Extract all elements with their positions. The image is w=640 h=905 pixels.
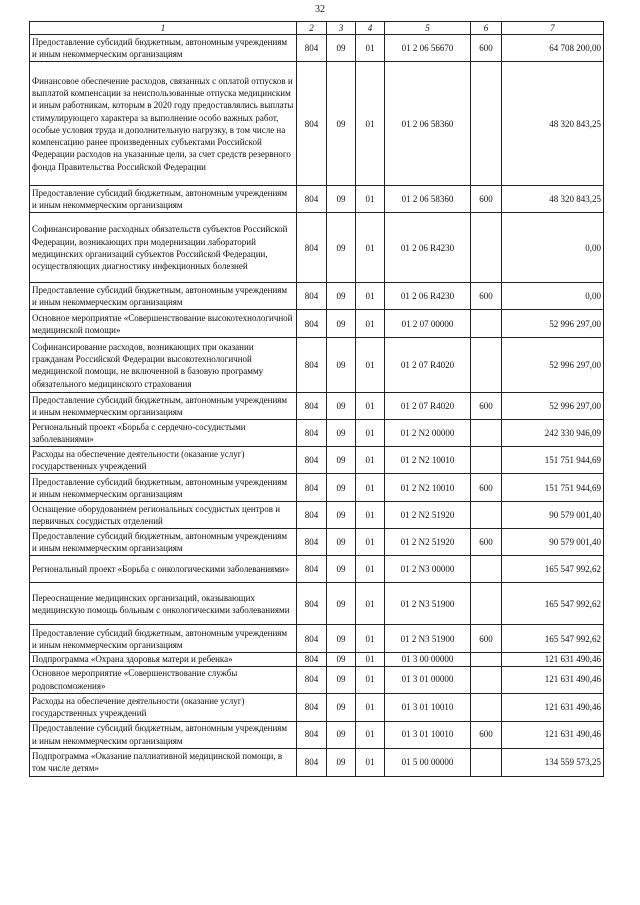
row-ministry-code: 804 [297,474,327,502]
row-name: Переоснащение медицинских организаций, оказывающих медицинскую помощь больным с онкологическими заболеваниями [30,583,297,625]
row-subsection-code: 01 [356,502,385,529]
row-target-code: 01 3 01 10010 [385,693,471,721]
row-expense-type [471,420,502,447]
row-target-code: 01 2 07 R4020 [385,393,471,420]
row-ministry-code: 804 [297,35,327,62]
row-name: Предоставление субсидий бюджетным, автономным учреждениям и иным некоммерческим организациям [30,474,297,502]
row-name: Предоставление субсидий бюджетным, автономным учреждениям и иным некоммерческим организациям [30,393,297,420]
row-section-code: 09 [327,338,356,393]
row-target-code: 01 3 01 10010 [385,721,471,748]
row-subsection-code: 01 [356,653,385,666]
row-section-code: 09 [327,748,356,776]
row-subsection-code: 01 [356,338,385,393]
row-amount: 134 559 573,25 [502,748,604,776]
row-ministry-code: 804 [297,420,327,447]
row-amount: 64 708 200,00 [502,35,604,62]
row-name: Предоставление субсидий бюджетным, автономным учреждениям и иным некоммерческим организациям [30,186,297,213]
row-section-code: 09 [327,721,356,748]
row-ministry-code: 804 [297,666,327,693]
row-expense-type [471,213,502,283]
row-subsection-code: 01 [356,310,385,338]
row-expense-type: 600 [471,721,502,748]
row-amount: 52 996 297,00 [502,310,604,338]
row-ministry-code: 804 [297,693,327,721]
header-col-6: 6 [471,22,502,35]
row-section-code: 09 [327,625,356,653]
row-target-code: 01 3 00 00000 [385,653,471,666]
row-amount: 121 631 490,46 [502,653,604,666]
row-name: Предоставление субсидий бюджетным, автономным учреждениям и иным некоммерческим организациям [30,529,297,556]
row-target-code: 01 2 07 00000 [385,310,471,338]
row-target-code: 01 2 06 58360 [385,62,471,186]
row-target-code: 01 5 00 00000 [385,748,471,776]
row-section-code: 09 [327,393,356,420]
row-expense-type [471,748,502,776]
row-section-code: 09 [327,283,356,310]
row-section-code: 09 [327,186,356,213]
table-row [30,62,604,186]
row-amount: 242 330 946,09 [502,420,604,447]
row-target-code: 01 2 N3 00000 [385,556,471,583]
row-amount: 90 579 001,40 [502,529,604,556]
row-subsection-code: 01 [356,721,385,748]
row-subsection-code: 01 [356,213,385,283]
row-subsection-code: 01 [356,393,385,420]
row-ministry-code: 804 [297,310,327,338]
row-subsection-code: 01 [356,625,385,653]
table-header-row [30,22,604,35]
row-target-code: 01 2 N3 51900 [385,583,471,625]
header-col-1: 1 [30,22,297,35]
budget-table [29,21,604,777]
row-ministry-code: 804 [297,502,327,529]
table-row [30,653,604,666]
row-subsection-code: 01 [356,666,385,693]
row-amount: 48 320 843,25 [502,62,604,186]
row-target-code: 01 2 N2 51920 [385,502,471,529]
row-target-code: 01 2 N2 10010 [385,474,471,502]
row-ministry-code: 804 [297,338,327,393]
row-target-code: 01 3 01 00000 [385,666,471,693]
page-number: 32 [315,4,325,15]
row-section-code: 09 [327,556,356,583]
row-amount: 0,00 [502,213,604,283]
row-target-code: 01 2 07 R4020 [385,338,471,393]
table-row [30,447,604,474]
table-row [30,502,604,529]
table-row [30,625,604,653]
row-amount: 90 579 001,40 [502,502,604,529]
row-expense-type [471,653,502,666]
row-ministry-code: 804 [297,748,327,776]
row-ministry-code: 804 [297,556,327,583]
row-expense-type: 600 [471,35,502,62]
table-row [30,338,604,393]
row-name: Оснащение оборудованием региональных сосудистых центров и первичных сосудистых отделений [30,502,297,529]
table-row [30,583,604,625]
row-subsection-code: 01 [356,556,385,583]
row-expense-type: 600 [471,529,502,556]
row-subsection-code: 01 [356,35,385,62]
row-name: Подпрограмма «Оказание паллиативной медицинской помощи, в том числе детям» [30,748,297,776]
row-expense-type [471,556,502,583]
row-name: Региональный проект «Борьба с сердечно-сосудистыми заболеваниями» [30,420,297,447]
row-subsection-code: 01 [356,474,385,502]
row-ministry-code: 804 [297,62,327,186]
row-amount: 121 631 490,46 [502,721,604,748]
row-amount: 165 547 992,62 [502,556,604,583]
row-amount: 165 547 992,62 [502,625,604,653]
row-amount: 151 751 944,69 [502,474,604,502]
row-target-code: 01 2 N2 10010 [385,447,471,474]
row-name: Основное мероприятие «Совершенствование высокотехнологичной медицинской помощи» [30,310,297,338]
row-name: Подпрограмма «Охрана здоровья матери и ребенка» [30,653,297,666]
header-col-7: 7 [502,22,604,35]
row-name: Региональный проект «Борьба с онкологическими заболеваниями» [30,556,297,583]
row-target-code: 01 2 N2 51920 [385,529,471,556]
row-expense-type: 600 [471,186,502,213]
row-section-code: 09 [327,583,356,625]
row-expense-type [471,666,502,693]
row-name: Финансовое обеспечение расходов, связанных с оплатой отпусков и выплатой компенсации за неиспользованные отпуска медицинским и иным работникам, которым в 2020 году предоставлялись выплаты стимулирующего характера за выполнение особо важных работ, особые условия труда и дополнительную нагрузку, в том числе на компенсацию ранее произведенных субъектами Российской Федерации расходов на указанные цели, за счет средств резервного фонда Правительства Российской Федерации [30,62,297,186]
row-target-code: 01 2 06 R4230 [385,283,471,310]
row-target-code: 01 2 N3 51900 [385,625,471,653]
table-row [30,474,604,502]
row-expense-type [471,338,502,393]
row-expense-type [471,502,502,529]
row-expense-type [471,693,502,721]
row-ministry-code: 804 [297,583,327,625]
row-amount: 0,00 [502,283,604,310]
row-name: Софинансирование расходов, возникающих при оказании гражданам Российской Федерации высокотехнологичной медицинской помощи, не включенной в базовую программу обязательного медицинского страхования [30,338,297,393]
table-row [30,283,604,310]
row-expense-type: 600 [471,283,502,310]
row-ministry-code: 804 [297,393,327,420]
row-expense-type [471,583,502,625]
row-amount: 121 631 490,46 [502,693,604,721]
row-ministry-code: 804 [297,447,327,474]
row-subsection-code: 01 [356,62,385,186]
row-ministry-code: 804 [297,721,327,748]
row-amount: 121 631 490,46 [502,666,604,693]
row-ministry-code: 804 [297,529,327,556]
table-row [30,393,604,420]
row-expense-type: 600 [471,625,502,653]
row-amount: 165 547 992,62 [502,583,604,625]
row-name: Основное мероприятие «Совершенствование службы родовспоможения» [30,666,297,693]
row-subsection-code: 01 [356,186,385,213]
row-name: Софинансирование расходных обязательств субъектов Российской Федерации, возникающих при модернизации лабораторий медицинских организаций субъектов Российской Федерации, осуществляющих диагностику инфекционных болезней [30,213,297,283]
row-section-code: 09 [327,447,356,474]
table-row [30,213,604,283]
row-section-code: 09 [327,529,356,556]
row-section-code: 09 [327,310,356,338]
row-ministry-code: 804 [297,283,327,310]
row-subsection-code: 01 [356,447,385,474]
row-expense-type: 600 [471,474,502,502]
row-ministry-code: 804 [297,186,327,213]
table-row [30,693,604,721]
header-col-3: 3 [327,22,356,35]
row-expense-type [471,310,502,338]
table-row [30,748,604,776]
row-name: Расходы на обеспечение деятельности (оказание услуг) государственных учреждений [30,447,297,474]
row-expense-type [471,62,502,186]
row-ministry-code: 804 [297,625,327,653]
table-row [30,310,604,338]
row-section-code: 09 [327,213,356,283]
row-subsection-code: 01 [356,420,385,447]
row-section-code: 09 [327,62,356,186]
table-row [30,556,604,583]
table-body [30,35,604,776]
row-ministry-code: 804 [297,213,327,283]
row-subsection-code: 01 [356,748,385,776]
row-subsection-code: 01 [356,693,385,721]
table-row [30,35,604,62]
row-section-code: 09 [327,502,356,529]
table-row [30,420,604,447]
row-section-code: 09 [327,666,356,693]
table-row [30,529,604,556]
row-subsection-code: 01 [356,283,385,310]
row-amount: 151 751 944,69 [502,447,604,474]
row-amount: 52 996 297,00 [502,393,604,420]
row-name: Предоставление субсидий бюджетным, автономным учреждениям и иным некоммерческим организациям [30,283,297,310]
header-col-5: 5 [385,22,471,35]
row-name: Предоставление субсидий бюджетным, автономным учреждениям и иным некоммерческим организациям [30,721,297,748]
row-expense-type [471,447,502,474]
row-name: Предоставление субсидий бюджетным, автономным учреждениям и иным некоммерческим организациям [30,35,297,62]
header-col-2: 2 [297,22,327,35]
header-col-4: 4 [356,22,385,35]
row-section-code: 09 [327,420,356,447]
row-name: Предоставление субсидий бюджетным, автономным учреждениям и иным некоммерческим организациям [30,625,297,653]
row-expense-type: 600 [471,393,502,420]
row-subsection-code: 01 [356,583,385,625]
row-amount: 48 320 843,25 [502,186,604,213]
row-section-code: 09 [327,35,356,62]
row-ministry-code: 804 [297,653,327,666]
row-name: Расходы на обеспечение деятельности (оказание услуг) государственных учреждений [30,693,297,721]
row-section-code: 09 [327,653,356,666]
row-target-code: 01 2 N2 00000 [385,420,471,447]
row-subsection-code: 01 [356,529,385,556]
table-row [30,666,604,693]
table-row [30,721,604,748]
row-amount: 52 996 297,00 [502,338,604,393]
row-target-code: 01 2 06 R4230 [385,213,471,283]
table-row [30,186,604,213]
row-section-code: 09 [327,474,356,502]
row-section-code: 09 [327,693,356,721]
row-target-code: 01 2 06 58360 [385,186,471,213]
row-target-code: 01 2 06 56670 [385,35,471,62]
